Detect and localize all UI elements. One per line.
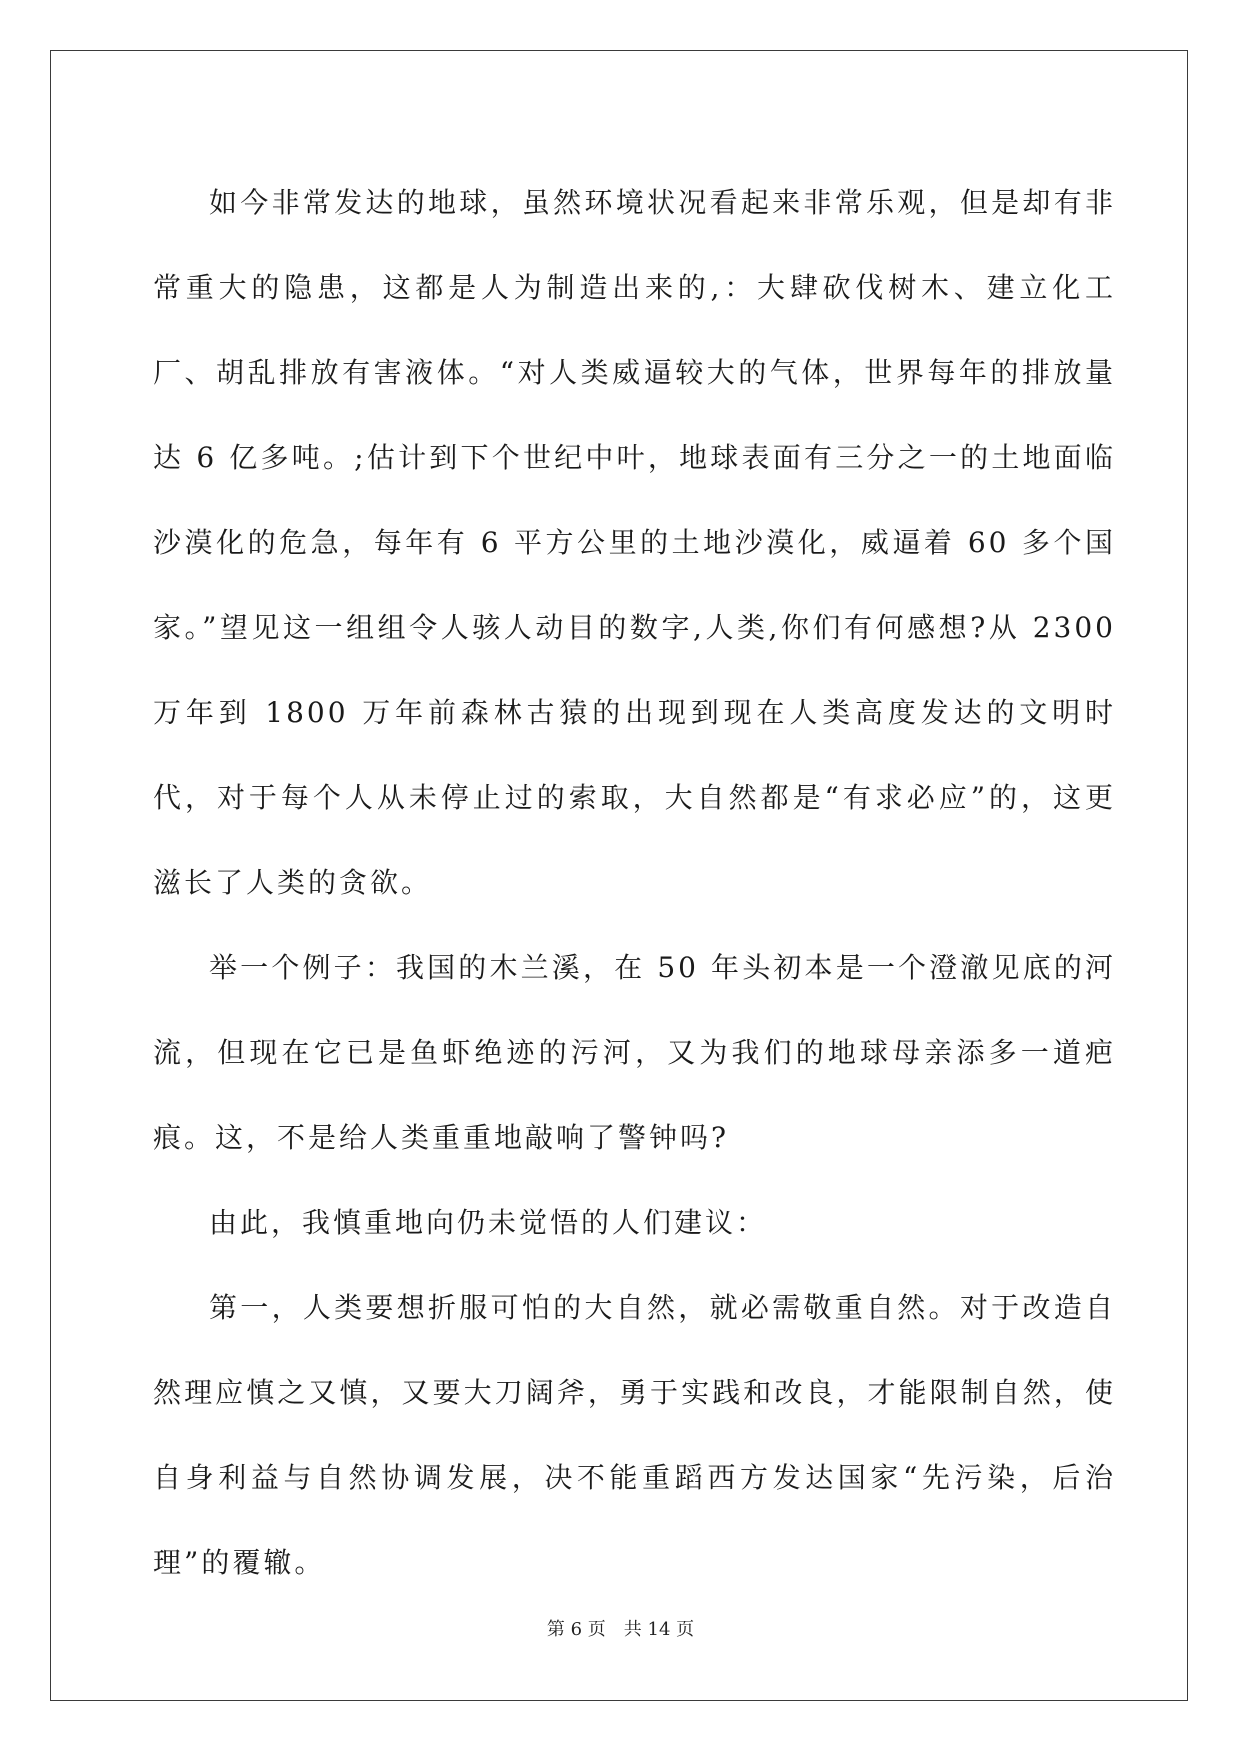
paragraph: 如今非常发达的地球，虽然环境状况看起来非常乐观，但是却有非常重大的隐患，这都是人为制造出来的,：大肆砍伐树木、建立化工厂、胡乱排放有害液体。“对人类威逼较大的气体，世界每年的排放量达 6 亿多吨。;估计到下个世纪中叶，地球表面有三分之一的土地面临沙漠化的危急，每年有 6 平方公里的土地沙漠化，威逼着 60 多个国家。”望见这一组组令人骇人动目的数字,人类,你们有何感想?从 2300 万年到 1800 万年前森林古猿的出现到现在人类高度发达的文明时代，对于每个人从未停止过的索取，大自然都是“有求必应”的，这更滋长了人类的贪欲。 xyxy=(153,186,1116,899)
paragraph: 第一，人类要想折服可怕的大自然，就必需敬重自然。对于改造自然理应慎之又慎，又要大刀阔斧，勇于实践和改良，才能限制自然，使自身利益与自然协调发展，决不能重蹈西方发达国家“先污染，后治理”的覆辙。 xyxy=(153,1291,1116,1579)
document-body xyxy=(153,160,1116,1605)
paragraph: 举一个例子：我国的木兰溪，在 50 年头初本是一个澄澈见底的河流，但现在它已是鱼虾绝迹的污河，又为我们的地球母亲添多一道疤痕。这，不是给人类重重地敲响了警钟吗? xyxy=(153,951,1116,1154)
page-number-footer: 第 6 页 共 14 页 xyxy=(546,1619,695,1640)
paragraph: 由此，我慎重地向仍未觉悟的人们建议： xyxy=(209,1206,768,1239)
